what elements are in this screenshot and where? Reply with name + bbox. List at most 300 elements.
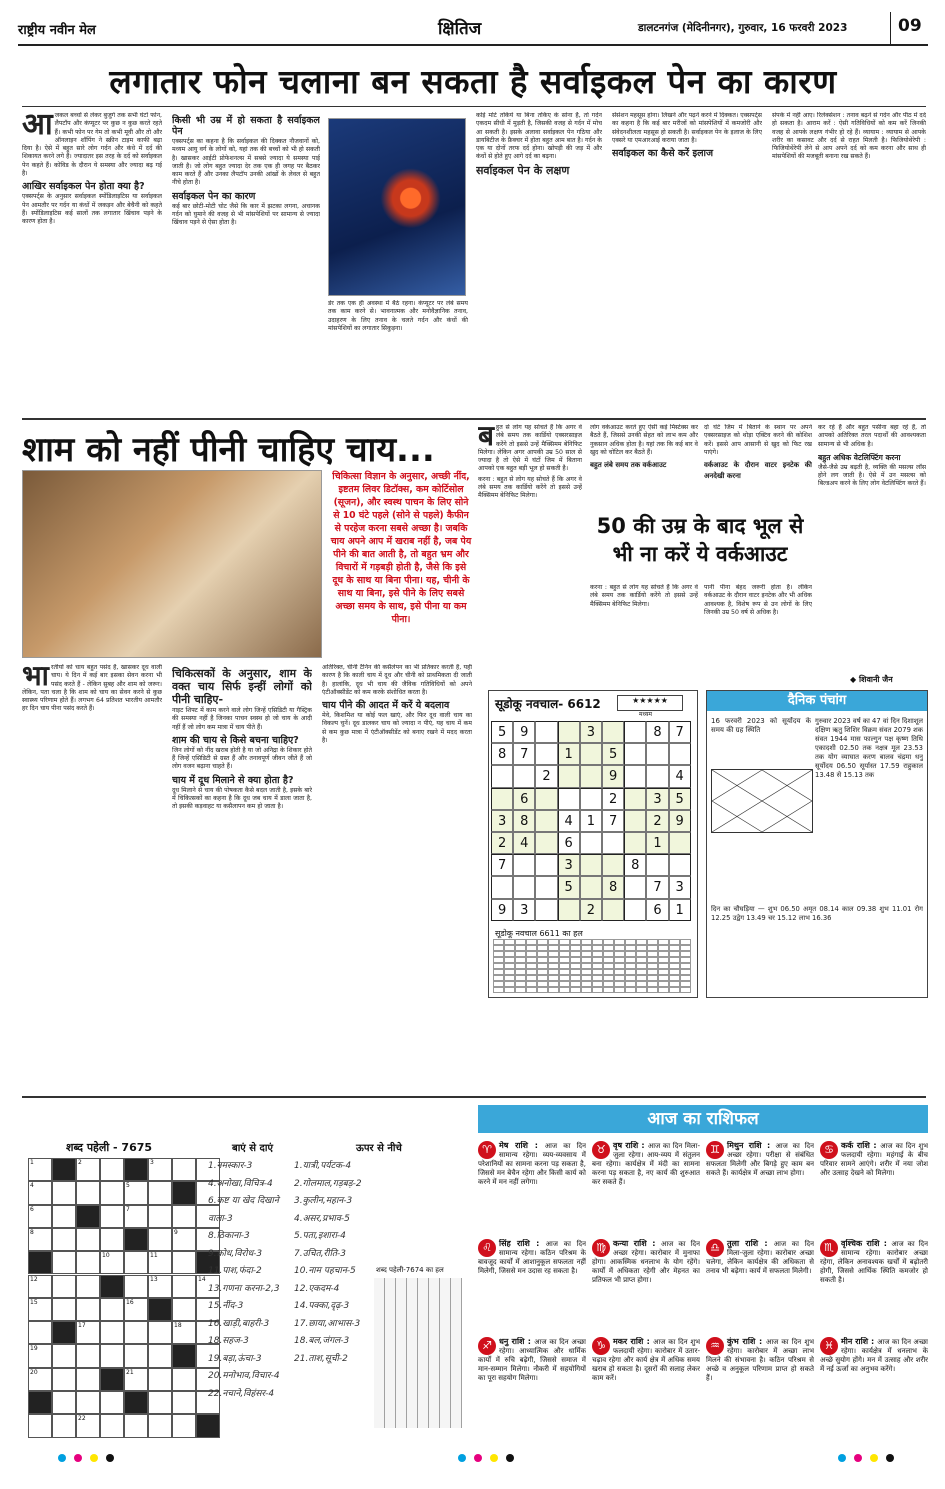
body-text: एक्सपर्ट्स का कहना है कि सर्वाइकल की दिक्कत नौजवानों को, मध्यम आयु वर्ग के लोगों को, यहां तक की बच्चों को भी हो सकती है। खासकर आईटी प्रोफेशनल्स में सबसे ज्यादा ये समस्या पाई जाती है। जो लोग बहुत ज्यादा देर तक एक ही जगह पर बैठकर काम करते हैं और उनका लैपटॉप उनकी आंखों के लेवल से बहुत नीचे होता है।: [172, 138, 320, 187]
sudoku-cell[interactable]: 6: [513, 788, 535, 810]
rashifal-grid: [478, 1141, 928, 1441]
crossword-cell[interactable]: [100, 1391, 124, 1414]
crossword-cell[interactable]: [172, 1391, 196, 1414]
sudoku-cell[interactable]: [602, 854, 624, 876]
sudoku-cell[interactable]: 2: [491, 832, 513, 854]
zodiac-icon: ♏: [820, 1239, 838, 1257]
sudoku-cell[interactable]: 7: [669, 721, 691, 743]
rashi-name: कर्क राशि :: [841, 1141, 881, 1150]
sudoku-cell[interactable]: 7: [491, 854, 513, 876]
crossword-cell[interactable]: [52, 1228, 76, 1251]
solution-cell: [636, 987, 647, 993]
crossword-cell[interactable]: 22: [76, 1414, 100, 1437]
body-text: मेवे, किशमिश या कोई फल खाएं, और फिर दूध वाली चाय का विकल्प चुनें। दूध डालकर चाय को ज्यादा न पीएं, यह चाय में कम से कम कुछ मात्रा में एंटीऑक्सीडेंट को बनाए रखने में मदद करता है।: [322, 712, 472, 745]
sudoku-cell[interactable]: [535, 743, 557, 765]
crossword-cell[interactable]: [76, 1368, 100, 1391]
sudoku-cell[interactable]: [558, 721, 580, 743]
crossword-cell[interactable]: [172, 1251, 196, 1274]
crossword-black-cell: [76, 1205, 100, 1228]
sudoku-cell[interactable]: [558, 899, 580, 921]
crossword-cell[interactable]: [172, 1298, 196, 1321]
crossword-cell[interactable]: 5: [124, 1181, 148, 1204]
solution-cell: [493, 987, 504, 993]
sudoku-cell[interactable]: [580, 832, 602, 854]
rashifal-box: [478, 1105, 928, 1445]
yellow-dot: [490, 1454, 498, 1462]
sudoku-cell[interactable]: 1: [669, 899, 691, 921]
sudoku-cell[interactable]: 5: [558, 876, 580, 898]
sudoku-cell[interactable]: 8: [624, 854, 646, 876]
crossword-cell[interactable]: 8: [28, 1228, 52, 1251]
crossword-solution-grid: [374, 1278, 462, 1428]
rashi-text: आज का दिन सामान्य रहेगा। कारोबार अच्छा रहेगा, लेकिन अनावश्यक खर्चों में बढ़ोतरी होगी, जिससे आर्थिक स्थिति कमजोर हो सकती है।: [820, 1240, 928, 1284]
sudoku-cell[interactable]: 8: [646, 721, 668, 743]
sudoku-cell[interactable]: [646, 765, 668, 787]
sudoku-cell[interactable]: [535, 810, 557, 832]
subheading: सर्वाइकल पेन के लक्षण: [476, 163, 570, 177]
crossword-cell[interactable]: 2: [76, 1158, 100, 1181]
story3-column-6: [818, 424, 926, 674]
down-clue: 21.ताश,सूची-2: [294, 1353, 348, 1364]
sudoku-cell[interactable]: 2: [602, 788, 624, 810]
crossword-cell[interactable]: [52, 1298, 76, 1321]
crossword-cell[interactable]: [172, 1205, 196, 1228]
sudoku-cell[interactable]: 5: [491, 721, 513, 743]
crossword-cell[interactable]: [52, 1414, 76, 1437]
crossword-cell[interactable]: [172, 1158, 196, 1181]
crossword-cell[interactable]: [100, 1205, 124, 1228]
stars: ★★★★★: [632, 696, 668, 705]
zodiac-icon: ♓: [820, 1337, 838, 1355]
rashi-text: आज का दिन शुभ फलदायी रहेगा। महंगाई के बीच परिवार सामने आएंगे। शरीर में नया जोश और उत्साह देखने को मिलेगा।: [820, 1142, 928, 1177]
crossword-cell[interactable]: [100, 1228, 124, 1251]
story2-headline: शाम को नहीं पीनी चाहिए चाय...: [22, 430, 435, 470]
sudoku-cell[interactable]: [558, 788, 580, 810]
across-title: बाएं से दाएं: [232, 1143, 273, 1154]
rashi-entry: [592, 1141, 700, 1231]
sudoku-cell[interactable]: [669, 832, 691, 854]
down-clue: 3.कुलीन,महान-3: [294, 1196, 353, 1206]
panchang-box: [706, 690, 928, 998]
across-clue: 19.बड़ा,ऊंचा-3: [208, 1353, 262, 1364]
sudoku-cell[interactable]: [558, 765, 580, 787]
sudoku-cell[interactable]: [535, 899, 557, 921]
crossword-cell[interactable]: 18: [172, 1321, 196, 1344]
down-clue: 2.गोलमाल,गड़बड़-2: [294, 1178, 362, 1189]
rashi-text: आज का दिन सामान्य रहेगा। व्यय-व्यवसाय में परेशानियों का सामना करना पड़ सकता है, जिससे मन बेचैन रहेगा और किसी कार्य को करने में मन नहीं लगेगा।: [478, 1142, 586, 1186]
sudoku-cell[interactable]: 8: [491, 743, 513, 765]
sudoku-cell[interactable]: [535, 854, 557, 876]
story1-column-5: [612, 112, 762, 412]
sudoku-cell[interactable]: 9: [513, 721, 535, 743]
crossword-black-cell: [148, 1298, 172, 1321]
body-text: कोई मोटे तकिये या बिना तकिए के सोना है, तो गर्दन एकदम सीधी में मुड़ती है, जिसकी वजह से गर्दन में मोच आ सकती है। इसके अलावा सर्वाइकल पेन गठिया और डायबिटीज के फ्रैक्चर में होता बहुत आम बात है। गर्दन के एक या दोनों तरफ दर्द होना। खोपड़ी की जड़ में और कंधों से होते हुए आगे दर्द का बढ़ना।: [476, 112, 602, 161]
crossword-cell[interactable]: [100, 1344, 124, 1367]
crossword-black-cell: [28, 1251, 52, 1274]
solution-cell: [669, 987, 680, 993]
sudoku-cell[interactable]: [535, 832, 557, 854]
solution-cell: [559, 987, 570, 993]
sudoku-cell[interactable]: [624, 832, 646, 854]
panchang-details: गुरुवार 2023 वर्ष का 47 वां दिन दिशाशूल दक्षिण ऋतु शिशिर विक्रम संवत 2079 शक संवत 1944 मास फाल्गुन पक्ष कृष्ण तिथि एकादशी 02.50 तक नक्षत्र मूल 23.53 तक योग व्याघात करण बालव चंद्रमा धनु सूर्योदय 06.50 सूर्यास्त 17.59 राहुकाल 13.48 से 15.13 तक: [815, 717, 923, 779]
sudoku-cell[interactable]: [491, 765, 513, 787]
across-clue: 4.अनोखा,विचित्र-4: [208, 1178, 273, 1189]
crossword-cell[interactable]: 12: [28, 1275, 52, 1298]
crossword-cell[interactable]: [52, 1251, 76, 1274]
crossword-cell[interactable]: [52, 1391, 76, 1414]
body-text: दूध मिलाने से चाय की पोषकता कैसे बदल जाती है, इसके बारे में चिकित्सकों का कहना है कि दूध जब चाय में डाला जाता है, तो इसकी कड़वाहट या कसैलापन कम हो जाता है।: [172, 786, 312, 811]
panchang-note: 16 फरवरी 2023 को सूर्योदय के समय की ग्रह स्थिति: [711, 717, 811, 734]
sudoku-cell[interactable]: 6: [558, 832, 580, 854]
across-clue: 15.नींद-3: [208, 1301, 244, 1311]
sudoku-cell[interactable]: [669, 854, 691, 876]
sudoku-cell[interactable]: [602, 721, 624, 743]
sudoku-cell[interactable]: 3: [580, 721, 602, 743]
crossword-cell[interactable]: 19: [28, 1344, 52, 1367]
crossword-cell[interactable]: [124, 1275, 148, 1298]
crossword-cell[interactable]: 15: [28, 1298, 52, 1321]
sudoku-cell[interactable]: [624, 876, 646, 898]
crossword-cell[interactable]: [172, 1275, 196, 1298]
down-clue: 7.उचित,रीति-3: [294, 1248, 347, 1259]
crossword-cell[interactable]: 9: [172, 1228, 196, 1251]
rashi-text: आज का दिन शुभ फलदायी रहेगा। कारोबार में उतार-चढ़ाव रहेगा और कार्य क्षेत्र में अधिक समय खराब हो सकता है। दूसरों की सलाह लेकर काम करें।: [592, 1338, 700, 1382]
crossword-cell[interactable]: 6: [28, 1205, 52, 1228]
sudoku-cell[interactable]: [646, 743, 668, 765]
body-text: एक्सपर्ट्स के अनुसार सर्वाइकल स्पोंडिलाइटिस या सर्वाइकल पेन आमतौर पर गर्दन या कंधों में जकड़न और बेचैनी को कहते हैं। स्पोंडिलाइटिस कई सालों तक लगातार खिंचाव पड़ने के कारण होता है।: [22, 193, 162, 226]
solution-cell: [592, 987, 603, 993]
crossword-cell[interactable]: [52, 1368, 76, 1391]
body-text: हुत से लोग यह सोचते हैं कि अगर वे लंबे समय तक कार्डियो एक्सरसाइज करेंगे तो इससे उन्हें मैक्सिमम बेनिफिट मिलेगा। लेकिन अगर आपकी उम्र 50 साल से ज्यादा है तो ऐसे में घंटों जिम में बिताना आपको एक बहुत बड़ी भूल हो सकती है।: [478, 424, 582, 473]
story2-column-3: [322, 664, 472, 1084]
crossword-cell[interactable]: [100, 1321, 124, 1344]
crossword-cell[interactable]: [76, 1391, 100, 1414]
rashi-entry: [820, 1141, 928, 1231]
rashi-name: तुला राशि :: [727, 1239, 774, 1248]
sudoku-cell[interactable]: [535, 876, 557, 898]
crossword-cell[interactable]: [28, 1414, 52, 1437]
solution-cell: [658, 987, 669, 993]
crossword-cell[interactable]: [148, 1344, 172, 1367]
sudoku-cell[interactable]: 8: [513, 810, 535, 832]
across-clue: 16.खाड़ी,बाहरी-3: [208, 1318, 270, 1329]
solution-cell: [614, 987, 625, 993]
story1-column-2: [172, 112, 320, 412]
rashi-name: मकर राशि :: [613, 1337, 654, 1346]
dropcap: भा: [22, 664, 49, 692]
body-text: डेर तक एक ही अवस्था में बैठे रहना। कंप्यूटर पर लंबे समय तक काम करने से। भावनात्मक और मनोवैज्ञानिक तनाव, उदाहरण के लिए तनाव के चलते गर्दन और कंधों की मांसपेशियों का लगातार सिकुड़ना।: [328, 300, 468, 332]
sudoku-cell[interactable]: 3: [513, 899, 535, 921]
sudoku-cell[interactable]: 3: [646, 788, 668, 810]
sudoku-cell[interactable]: [580, 876, 602, 898]
crossword-cell[interactable]: [124, 1321, 148, 1344]
crossword-cell[interactable]: 13: [148, 1275, 172, 1298]
sudoku-cell[interactable]: 9: [669, 810, 691, 832]
body-text: अतिरिक्त, चीनी टैनिन की कसैलेपन का भी प्रतिकार करती है, यही कारण है कि काली चाय में दूध और चीनी को प्राथमिकता दी जाती है। हालांकि, दूध भी चाय की जैविक गतिविधियों को अपने एंटीऑक्सीडेंट को कम करके संशोधित करता है।: [322, 664, 472, 696]
body-text: सेंसेशन महसूस होना। लिखने और पढ़ने करने में दिक्कत। एक्सपर्ट्स का कहना है कि कई बार मरीजों को मांसपेशियों में कमजोरी और संवेदनशीलता महसूस हो सकती है। सर्वाइकल पेन के इलाज के लिए एक्सरे या एमआरआई कराया जाता है।: [612, 112, 762, 144]
sudoku-cell[interactable]: [513, 765, 535, 787]
crossword-cell[interactable]: [148, 1368, 172, 1391]
zodiac-icon: ♒: [706, 1337, 724, 1355]
down-clue: 14.पक्का,दृढ़-3: [294, 1301, 350, 1311]
rashi-name: वृश्चिक राशि :: [841, 1239, 892, 1248]
body-text: जकल बच्चों से लेकर बुजुर्ग तक सभी घंटों फोन, लैपटॉप और कंप्यूटर पर कुछ न कुछ करते रहते हैं। कभी फोन पर गेम तो कभी मूवी और तो और ऑनलाइन शॉपिंग ने स्क्रीन टाइम काफी बढ़ा दिया है। ऐसे में बहुत सारे लोग गर्दन और कंधे में दर्द की शिकायत करने लगे हैं। ज्यादातर इस तरह के दर्द को सर्वाइकल पेन कहते हैं। कोविड के दौरान ये समस्या और ज्यादा बढ़ गई है।: [22, 112, 162, 178]
solution-cell: [625, 987, 636, 993]
crossword-cell[interactable]: 20: [28, 1368, 52, 1391]
crossword-black-cell: [124, 1158, 148, 1181]
sudoku-cell[interactable]: 8: [602, 876, 624, 898]
rashi-text: आज का दिन अच्छा रहेगा। कार्यक्षेत्र में धनलाभ के अच्छे सुयोग होंगे। मन में उत्साह और शरीर में नई ऊर्जा का अनुभव करेंगे।: [820, 1338, 928, 1373]
pull-quote: चिकित्सा विज्ञान के अनुसार, अच्छी नींद, इष्टतम लिवर डिटॉक्स, कम कोर्टिसोल (सूजन), और स्वस्थ पाचन के लिए सोने से 10 घंटे पहले (सोने से पहले) कैफीन से परहेज करना सबसे अच्छा है। जबकि चाय अपने आप में खराब नहीं है, जब पेय पीने की बात आती है, तो बहुत भ्रम और विचारों में गड़बड़ी होती है, जैसे कि इसे दूध के साथ या बिना पीना। यह, चीनी के साथ या बिना, इसे पीने के लिए सबसे अच्छा समय के साथ, इसे पीना या कम पीना।: [330, 471, 472, 625]
sudoku-cell[interactable]: 7: [513, 743, 535, 765]
crossword-cell[interactable]: [52, 1275, 76, 1298]
zodiac-icon: ♉: [592, 1141, 610, 1159]
black-dot: [886, 1454, 894, 1462]
crossword-cell[interactable]: [124, 1344, 148, 1367]
crossword-cell[interactable]: 11: [148, 1251, 172, 1274]
crossword-cell[interactable]: [52, 1181, 76, 1204]
sudoku-cell[interactable]: 2: [535, 765, 557, 787]
rashi-name: मीन राशि :: [841, 1337, 878, 1346]
sudoku-cell[interactable]: [624, 743, 646, 765]
rashi-entry: [478, 1141, 586, 1231]
crossword-cell[interactable]: [100, 1298, 124, 1321]
sudoku-cell[interactable]: [624, 721, 646, 743]
sudoku-cell[interactable]: 9: [602, 765, 624, 787]
sudoku-cell[interactable]: 1: [580, 810, 602, 832]
crossword-cell[interactable]: 3: [148, 1158, 172, 1181]
crossword-cell[interactable]: 21: [124, 1368, 148, 1391]
crossword-cell[interactable]: [172, 1414, 196, 1437]
crossword-cell[interactable]: 16: [124, 1298, 148, 1321]
story1-column-4: [476, 112, 602, 412]
rashi-entry: [478, 1239, 586, 1329]
rashi-entry: [592, 1337, 700, 1427]
black-dot: [506, 1454, 514, 1462]
sudoku-cell[interactable]: 7: [646, 876, 668, 898]
sudoku-cell[interactable]: 3: [491, 810, 513, 832]
subheading: चाय पीने की आदत में करें ये बदलाव: [322, 700, 450, 712]
crossword-cell[interactable]: [100, 1181, 124, 1204]
sudoku-cell[interactable]: 4: [513, 832, 535, 854]
sudoku-cell[interactable]: [580, 765, 602, 787]
down-clue: 18.बल,जंगल-3: [294, 1336, 350, 1346]
subheading: वर्कआउट के दौरान वाटर इनटेक की अनदेखी करना: [704, 461, 812, 481]
sudoku-cell[interactable]: [602, 832, 624, 854]
rashi-text: आज का दिन सामान्य रहेगा। कठिन परिश्रम के बावजूद कार्यों में आशानुकूल सफलता नहीं मिलेगी, जिससे मन उदास रह सकता है।: [478, 1240, 586, 1275]
sudoku-cell[interactable]: [624, 899, 646, 921]
sudoku-title: सूडोकू नवचाल- 6612: [495, 697, 601, 711]
zodiac-icon: ♑: [592, 1337, 610, 1355]
sudoku-cell[interactable]: [624, 788, 646, 810]
solution-cell: [548, 987, 559, 993]
crossword-cell[interactable]: [124, 1414, 148, 1437]
crossword-cell[interactable]: [52, 1344, 76, 1367]
subheading: बहुत अधिक वेटलिफ्टिंग करना: [818, 452, 901, 462]
sudoku-cell[interactable]: [535, 788, 557, 810]
crossword-cell[interactable]: [28, 1321, 52, 1344]
sudoku-cell[interactable]: 5: [669, 788, 691, 810]
sudoku-cell[interactable]: [624, 765, 646, 787]
solution-cell: [526, 987, 537, 993]
rashi-entry: [478, 1337, 586, 1427]
crossword-cell[interactable]: [148, 1414, 172, 1437]
story3-column-4: [590, 584, 698, 684]
rashi-name: मिथुन राशि :: [727, 1141, 776, 1150]
crossword-cell[interactable]: [148, 1181, 172, 1204]
sudoku-cell[interactable]: [580, 854, 602, 876]
sudoku-cell[interactable]: 1: [646, 832, 668, 854]
rashi-entry: [706, 1239, 814, 1329]
neck-pain-photo: [328, 118, 466, 296]
rashi-name: कन्या राशि :: [613, 1239, 661, 1248]
crossword-black-cell: [124, 1228, 148, 1251]
across-clue: 9.क्रोध,विरोध-3: [208, 1248, 263, 1259]
across-clue: 1.नमस्कार-3: [208, 1161, 253, 1171]
crossword-black-cell: [172, 1181, 196, 1204]
body-text: जैसे-जैसे उम्र बढ़ती है, व्यक्ति की मसल्स लॉस होने लग जाती है। ऐसे में उन मसल्स को बिल्डअप करने के लिए लोग वेटलिफ्टिंग करते हैं।: [818, 463, 926, 488]
down-clue: 12.एकदम-4: [294, 1283, 340, 1294]
rashi-text: आज का दिन मिला-जुला रहेगा। आय-व्यय में संतुलन बना रहेगा। कार्यक्षेत्र में मंदी का सामना करना पड़ सकता है, नए कार्य की शुरुआत कर सकते हैं।: [592, 1142, 700, 1186]
sudoku-cell[interactable]: [602, 899, 624, 921]
sudoku-cell[interactable]: 2: [580, 899, 602, 921]
sudoku-cell[interactable]: [580, 788, 602, 810]
sudoku-cell[interactable]: [624, 810, 646, 832]
divider: [22, 106, 926, 107]
solution-cell: [537, 987, 548, 993]
crossword-cell[interactable]: [76, 1275, 100, 1298]
crossword-cell[interactable]: [172, 1368, 196, 1391]
sudoku-cell[interactable]: [580, 743, 602, 765]
story3-headline: 50 की उम्र के बाद भूल से भी ना करें ये वर्कआउट: [596, 514, 804, 566]
crossword-solution-title: शब्द पहेली-7674 का हल: [376, 1266, 444, 1274]
body-text: नाइट शिफ्ट में काम करने वाले लोग जिन्हें एसिडिटी या गैस्ट्रिक की समस्या नहीं है जिनका पाचन स्वस्थ हो जो चाय के आदी नहीं हैं जो लोग कम मात्रा में चाय पीते हैं।: [172, 707, 312, 731]
across-clue: 22.नचाने,विहंसर-4: [208, 1388, 275, 1399]
sudoku-cell[interactable]: [669, 743, 691, 765]
body-text: रतीयों को चाय बहुत पसंद है, खासकर दूध वाली चाय। ये दिन में कई बार इसका सेवन करना भी पसंद करते हैं - लेकिन सुबह और शाम को जरूर। लेकिन, पता चला है कि शाम को चाय का सेवन करने से कुछ स्वास्थ्य परिणाम होते हैं। लगभग 64 प्रतिशत भारतीय आमतौर हर दिन चाय पीना पसंद करते हैं।: [22, 664, 162, 713]
rashifal-title: आज का राशिफल: [478, 1105, 928, 1133]
sudoku-solution-title: सूडोकू नवचाल 6611 का हल: [495, 929, 583, 938]
subheading: चाय में दूध मिलाने से क्या होता है?: [172, 774, 294, 786]
crossword-cell[interactable]: 17: [76, 1321, 100, 1344]
sudoku-cell[interactable]: [646, 854, 668, 876]
crossword-black-cell: [28, 1391, 52, 1414]
story2-column-1: [22, 664, 162, 1084]
crossword-cell[interactable]: [76, 1228, 100, 1251]
divider: [22, 1096, 926, 1098]
body-text: पानी पीना बेहद जरूरी होता है। लेकिन वर्कआउट के दौरान वाटर इनटेक और भी अधिक आवश्यक है, विशेष रूप से उन लोगों के लिए जिनकी उम्र 50 वर्ष से अधिक है।: [704, 584, 812, 616]
subheading: शाम की चाय से किसे बचना चाहिए?: [172, 734, 299, 746]
crossword-cell[interactable]: [148, 1205, 172, 1228]
crossword-title: शब्द पहेली - 7675: [66, 1141, 153, 1154]
rashi-entry: [706, 1141, 814, 1231]
body-text: कई बार छोटी-मोटी चोट जैसे कि कार में झटका लगना, अचानक गर्दन को घुमाने की वजह से भी मांसपेशियों पर सामान्य से ज्यादा खिंचाव पड़ने से ऐसा होता है।: [172, 202, 320, 227]
crossword-cell[interactable]: [76, 1251, 100, 1274]
story3-column-5: [704, 584, 812, 684]
across-clue: 18.सहज-3: [208, 1336, 249, 1346]
rashi-entry: [592, 1239, 700, 1329]
magenta-dot: [474, 1454, 482, 1462]
sudoku-solution-grid: [493, 939, 693, 995]
crossword-cell[interactable]: [100, 1158, 124, 1181]
story1-column-3: [328, 300, 468, 412]
subheading: चिकित्सकों के अनुसार, शाम के वक्त चाय सिर्फ इन्हीं लोगों को पीनी चाहिए-: [172, 667, 312, 706]
across-clue: 8.ठिकाना-3: [208, 1231, 250, 1241]
sudoku-cell[interactable]: 1: [558, 743, 580, 765]
sudoku-cell[interactable]: 2: [646, 810, 668, 832]
crossword-cell[interactable]: [76, 1181, 100, 1204]
across-clue: 11.पाश,फंदा-2: [208, 1266, 262, 1276]
sudoku-cell[interactable]: 3: [669, 876, 691, 898]
crossword-black-cell: [52, 1321, 76, 1344]
solution-cell: [680, 987, 691, 993]
sudoku-cell[interactable]: 9: [491, 899, 513, 921]
sudoku-cell[interactable]: [535, 721, 557, 743]
down-title: ऊपर से नीचे: [356, 1143, 402, 1154]
crossword-cell[interactable]: [52, 1205, 76, 1228]
rashi-entry: [820, 1239, 928, 1329]
solution-cell: [603, 987, 614, 993]
zodiac-icon: ♐: [478, 1337, 496, 1355]
sudoku-cell[interactable]: 4: [669, 765, 691, 787]
crossword-cell[interactable]: [124, 1251, 148, 1274]
sudoku-cell[interactable]: [513, 876, 535, 898]
sudoku-cell[interactable]: 5: [602, 743, 624, 765]
sudoku-cell[interactable]: 7: [602, 810, 624, 832]
solution-cell: [581, 987, 592, 993]
difficulty-label: मध्यम: [639, 711, 652, 718]
crossword-grid[interactable]: [28, 1158, 220, 1438]
rashi-name: वृष राशि :: [613, 1141, 648, 1150]
sudoku-cell[interactable]: 6: [646, 899, 668, 921]
sudoku-cell[interactable]: [513, 854, 535, 876]
newspaper-logo: राष्ट्रीय नवीन मेल: [18, 23, 96, 38]
sudoku-grid[interactable]: [491, 721, 691, 921]
crossword-cell[interactable]: [76, 1344, 100, 1367]
crossword-cell[interactable]: 14: [196, 1275, 220, 1298]
crossword-cell[interactable]: [76, 1298, 100, 1321]
body-text: कर रहे हैं और बहुत पसीना बहा रहे हैं, तो आपको अतिरिक्त तरल पदार्थों की आवश्यकता सामान्य से भी अधिक है।: [818, 424, 926, 448]
story1-column-6: [772, 112, 926, 412]
rashi-name: मेष राशि :: [499, 1141, 545, 1150]
crossword-black-cell: [196, 1414, 220, 1437]
sudoku-cell[interactable]: [491, 788, 513, 810]
crossword-cell[interactable]: 4: [28, 1181, 52, 1204]
crossword-cell[interactable]: [148, 1321, 172, 1344]
crossword-cell[interactable]: 10: [100, 1251, 124, 1274]
body-text: लोग वर्कआउट करते हुए ऐसी कई मिस्टेक्स कर बैठते हैं, जिससे उनकी सेहत को लाभ कम और नुकसान अधिक होता है। यहां तक कि कई बार वे खुद को चोटिल कर बैठते हैं।: [590, 424, 698, 456]
crossword-cell[interactable]: [100, 1414, 124, 1437]
crossword-cell[interactable]: [148, 1228, 172, 1251]
rashi-text: आज का दिन अच्छा रहेगा। कारोबार में मुनाफा होगा। आकस्मिक धनलाभ के योग रहेंगे। कार्यों में अधिकता रहेगी और मेहनत का प्रतिफल भी प्राप्त होगा।: [592, 1240, 700, 1284]
crossword-black-cell: [52, 1158, 76, 1181]
rashi-entry: [706, 1337, 814, 1427]
crossword-cell[interactable]: 7: [124, 1205, 148, 1228]
crossword-cell[interactable]: 1: [28, 1158, 52, 1181]
sudoku-cell[interactable]: 4: [558, 810, 580, 832]
sudoku-cell[interactable]: [491, 876, 513, 898]
subheading: किसी भी उम्र में हो सकता है सर्वाइकल पेन: [172, 115, 320, 137]
story1-column-1: [22, 112, 162, 412]
across-clue: 13.गणना करना-2,3: [208, 1283, 280, 1294]
story2-column-2: [172, 664, 312, 1084]
crossword-black-cell: [172, 1344, 196, 1367]
sudoku-cell[interactable]: 3: [558, 854, 580, 876]
zodiac-icon: ♊: [706, 1141, 724, 1159]
rashi-text: आज का दिन अच्छा रहेगा। आध्यात्मिक और धार्मिक कार्यों में रुचि बढ़ेगी, जिससे समाज में मान-सम्मान मिलेगा। नौकरी में सहयोगियों का पूरा सहयोग मिलेगा।: [478, 1338, 586, 1382]
crossword-cell[interactable]: [148, 1391, 172, 1414]
crossword-black-cell: [124, 1391, 148, 1414]
